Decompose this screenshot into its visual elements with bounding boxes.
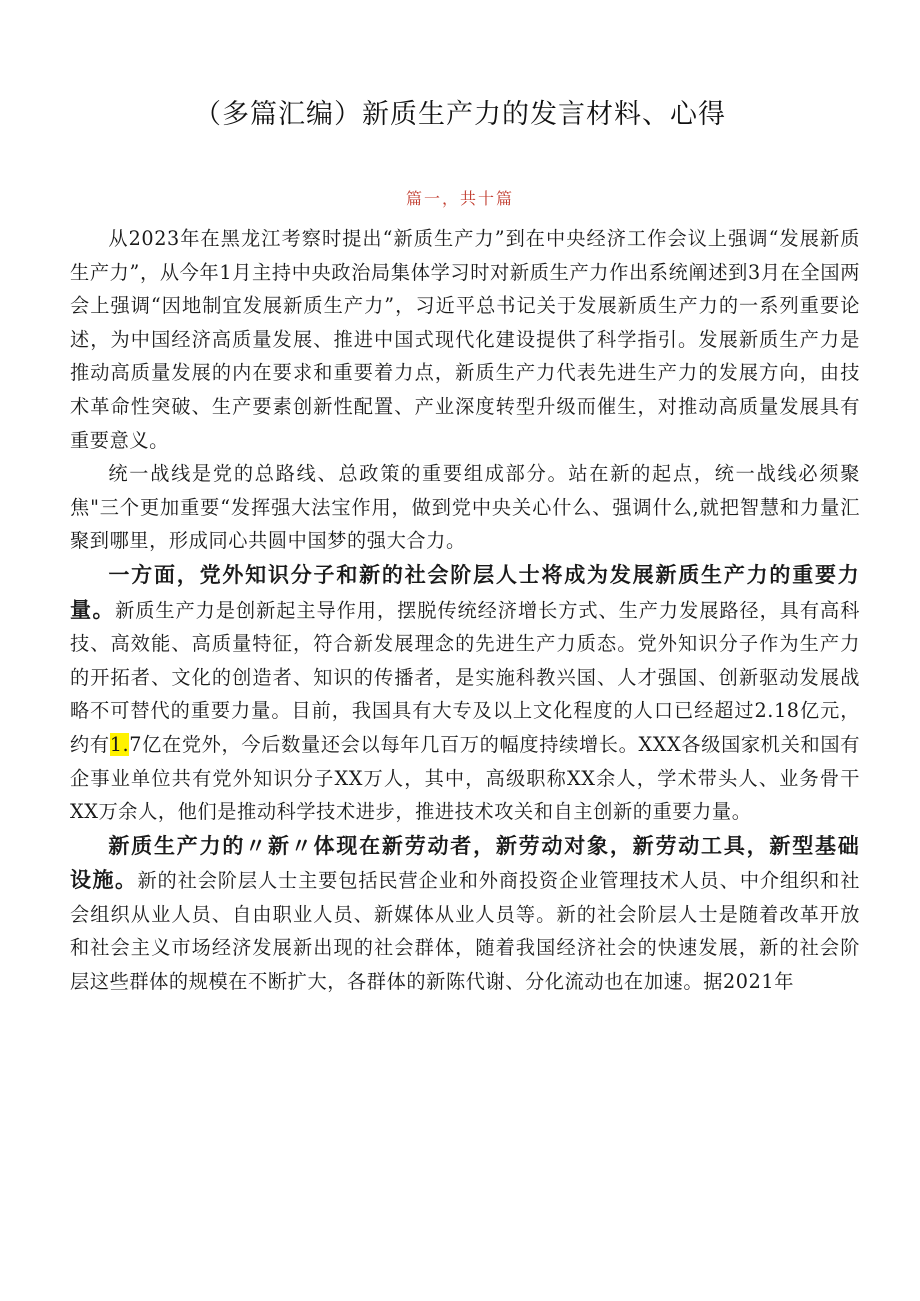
paragraph-3-text-b: 7亿在党外，今后数量还会以每年几百万的幅度持续增长。XXX各级国家机关和国有企事业单位共有党外知识分子XX万人，其中，高级职称XX余人，学术带头人、业务骨干XX万余人，他们是推动科学技术进步，推进技术攻关和自主创新的重要力量。 — [70, 732, 860, 824]
paragraph-1: 从2023年在黑龙江考察时提出“新质生产力”到在中央经济工作会议上强调“发展新质生产力”，从今年1月主持中央政治局集体学习时对新质生产力作出系统阐述到3月在全国两会上强调“因地制宜发展新质生产力”，习近平总书记关于发展新质生产力的一系列重要论述，为中国经济高质量发展、推进中国式现代化建设提供了科学指引。发展新质生产力是推动高质量发展的内在要求和重要着力点，新质生产力代表先进生产力的发展方向，由技术革命性突破、生产要素创新性配置、产业深度转型升级而催生，对推动高质量发展具有重要意义。 — [70, 227, 860, 452]
paragraph-3-lead: 一方面，党外知识分子和新的社会阶层人士将成为发展新质生产力的重要力量。 — [70, 561, 860, 622]
paragraph-4-text: 新的社会阶层人士主要包括民营企业和外商投资企业管理技术人员、中介组织和社会组织从业人员、自由职业人员、新媒体从业人员等。新的社会阶层人士是随着改革开放和社会主义市场经济发展新出现的社会群体，随着我国经济社会的快速发展，新的社会阶层这些群体的规模在不断扩大，各群体的新陈代谢、分化流动也在加速。据2021年 — [70, 869, 860, 994]
document-body — [70, 222, 860, 999]
paragraph-3-text-a: 新质生产力是创新起主导作用，摆脱传统经济增长方式、生产力发展路径，具有高科技、高效能、高质量特征，符合新发展理念的先进生产力质态。党外知识分子作为生产力的开拓者、文化的创造者、知识的传播者，是实施科教兴国、人才强国、创新驱动发展战略不可替代的重要力量。目前，我国具有大专及以上文化程度的人口已经超过2.18亿元，约有 — [70, 598, 860, 756]
paragraph-4-lead: 新质生产力的〃新〃体现在新劳动者，新劳动对象，新劳动工具，新型基础设施。 — [70, 832, 860, 893]
paragraph-4 — [70, 829, 860, 999]
paragraph-2: 统一战线是党的总路线、总政策的重要组成部分。站在新的起点，统一战线必须聚焦"三个更加重要“发挥强大法宝作用，做到党中央关心什么、强调什么,就把智慧和力量汇聚到哪里，形成同心共圆中国梦的强大合力。 — [70, 462, 860, 553]
paragraph-3 — [70, 558, 860, 829]
document-title: （多篇汇编）新质生产力的发言材料、心得 — [194, 99, 726, 130]
document-subtitle: 篇一，共十篇 — [405, 189, 514, 208]
highlighted-text: 1. — [109, 732, 130, 756]
